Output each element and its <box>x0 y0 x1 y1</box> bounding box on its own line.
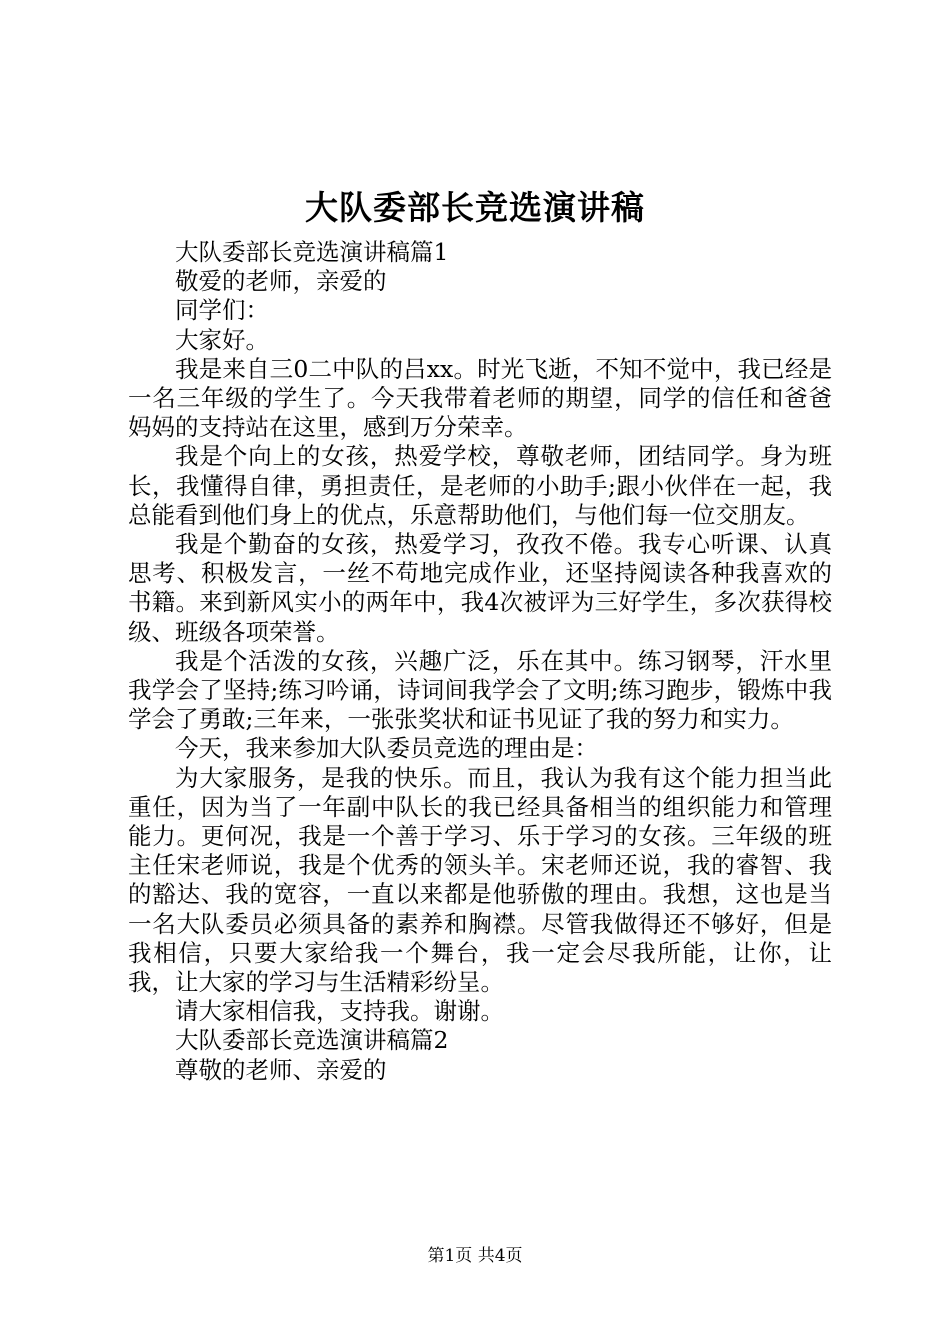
paragraph: 为大家服务，是我的快乐。而且，我认为我有这个能力担当此重任，因为当了一年副中队长的我已经具备相当的组织能力和管理能力。更何况，我是一个善于学习、乐于学习的女孩。三年级的班主任宋老师说，我是个优秀的领头羊。宋老师还说，我的睿智、我的豁达、我的宽容，一直以来都是他骄傲的理由。我想，这也是当一名大队委员必须具备的素养和胸襟。尽管我做得还不够好，但是我相信，只要大家给我一个舞台，我一定会尽我所能，让你，让我，让大家的学习与生活精彩纷呈。 <box>128 763 832 997</box>
page-indicator: 第1页 共4页 <box>427 1246 523 1266</box>
document-title: 大队委部长竞选演讲稿 <box>305 188 645 227</box>
paragraph: 大家好。 <box>175 325 269 354</box>
page-footer <box>0 1244 950 1268</box>
paragraph: 尊敬的老师、亲爱的 <box>175 1055 387 1084</box>
paragraph: 我是来自三0二中队的吕xx。时光飞逝，不知不觉中，我已经是一名三年级的学生了。今天我带着老师的期望，同学的信任和爸爸妈妈的支持站在这里，感到万分荣幸。 <box>128 354 832 442</box>
paragraph: 请大家相信我，支持我。谢谢。 <box>175 997 504 1026</box>
paragraph: 我是个活泼的女孩，兴趣广泛，乐在其中。练习钢琴，汗水里我学会了坚持;练习吟诵，诗词间我学会了文明;练习跑步，锻炼中我学会了勇敢;三年来，一张张奖状和证书见证了我的努力和实力。 <box>128 646 832 734</box>
paragraph: 我是个勤奋的女孩，热爱学习，孜孜不倦。我专心听课、认真思考、积极发言，一丝不苟地完成作业，还坚持阅读各种我喜欢的书籍。来到新风实小的两年中，我4次被评为三好学生，多次获得校级、班级各项荣誉。 <box>128 530 832 646</box>
paragraph: 我是个向上的女孩，热爱学校，尊敬老师，团结同学。身为班长，我懂得自律，勇担责任，是老师的小助手;跟小伙伴在一起，我总能看到他们身上的优点，乐意帮助他们，与他们每一位交朋友。 <box>128 442 832 529</box>
paragraph: 今天，我来参加大队委员竞选的理由是： <box>175 734 598 763</box>
paragraph: 大队委部长竞选演讲稿篇2 <box>175 1026 449 1055</box>
paragraph: 大队委部长竞选演讲稿篇1 <box>175 238 449 266</box>
document-body <box>128 238 832 1085</box>
paragraph: 敬爱的老师，亲爱的 <box>175 267 387 296</box>
paragraph: 同学们： <box>175 296 269 325</box>
